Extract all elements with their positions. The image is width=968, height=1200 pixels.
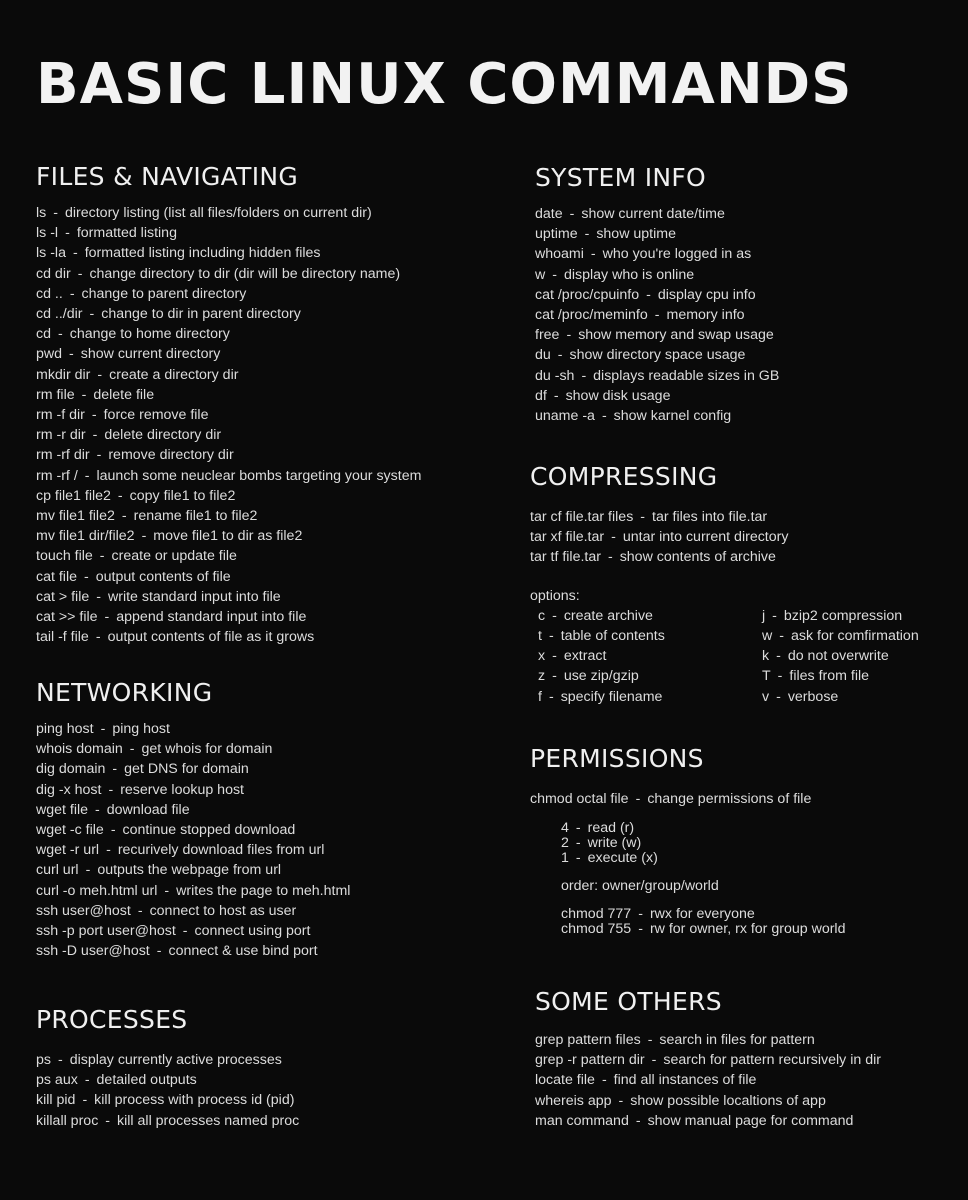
files-list [36, 203, 421, 647]
command-name: grep pattern files [535, 1032, 641, 1048]
command-name: curl url [36, 862, 79, 879]
separator-dash: - [100, 721, 106, 737]
command-description: memory info [666, 307, 745, 324]
command-row [36, 1090, 299, 1110]
section-heading-some-others: SOME OTHERS [535, 987, 722, 1016]
separator-dash: - [164, 882, 170, 899]
command-row [36, 203, 421, 223]
separator-dash: - [584, 226, 590, 243]
separator-dash: - [112, 761, 118, 778]
command-row [561, 821, 845, 836]
command-name: 2 [561, 835, 569, 852]
command-name: ssh user@host [36, 902, 131, 919]
section-heading-files: FILES & NAVIGATING [36, 162, 299, 191]
command-name: wget -c file [36, 822, 104, 839]
command-description: show current directory [80, 346, 221, 363]
separator-dash: - [566, 327, 572, 344]
command-name: killall proc [36, 1112, 99, 1129]
command-name: cp file1 file2 [36, 487, 111, 504]
command-row [36, 627, 421, 647]
command-description: kill process with process id (pid) [94, 1092, 295, 1109]
separator-dash: - [121, 508, 127, 525]
command-description: reserve lookup host [120, 781, 245, 798]
command-row [535, 1111, 881, 1131]
command-row [535, 1070, 881, 1090]
separator-dash: - [647, 1032, 653, 1048]
separator-dash: - [590, 246, 596, 263]
separator-dash: - [110, 822, 116, 839]
command-name: ssh -p port user@host [36, 923, 176, 940]
command-row [36, 921, 350, 941]
separator-dash: - [77, 265, 83, 282]
command-name: dig domain [36, 761, 106, 778]
separator-dash: - [557, 347, 563, 364]
command-row [36, 506, 421, 526]
command-description: display cpu info [657, 286, 756, 303]
separator-dash: - [91, 407, 97, 424]
separator-dash: - [638, 921, 643, 938]
command-row [535, 325, 779, 345]
option-item: f - specify filename [538, 688, 663, 705]
separator-dash: - [581, 367, 587, 384]
command-row [36, 780, 350, 800]
command-name: cat > file [36, 588, 90, 605]
command-row [535, 345, 779, 365]
command-description: remove directory dir [108, 447, 234, 464]
command-description: directory listing (list all files/folders on current dir) [64, 205, 372, 221]
separator-dash: - [72, 245, 78, 262]
command-row [535, 244, 779, 264]
command-description: rename file1 to file2 [133, 508, 258, 525]
separator-dash: - [601, 408, 607, 425]
command-row [36, 445, 421, 465]
command-row [530, 547, 962, 567]
separator-dash: - [654, 307, 660, 324]
command-name: rm file [36, 386, 75, 403]
separator-dash: - [84, 1072, 90, 1089]
command-description: change directory to dir (dir will be directory name) [89, 265, 401, 282]
command-name: mv file1 file2 [36, 508, 115, 525]
command-description: move file1 to dir as file2 [153, 528, 303, 545]
separator-dash: - [95, 629, 101, 646]
command-name: cat /proc/meminfo [535, 307, 648, 324]
command-row [535, 1030, 881, 1050]
section-permissions [530, 744, 845, 937]
command-description: display currently active processes [69, 1052, 282, 1068]
command-description: delete directory dir [104, 427, 222, 444]
separator-dash: - [57, 1052, 63, 1068]
command-name: wget -r url [36, 842, 100, 859]
separator-dash: - [141, 528, 147, 545]
section-networking [36, 678, 350, 961]
separator-dash: - [84, 467, 90, 484]
section-compressing [530, 462, 962, 707]
option-item: x - extract [538, 648, 607, 665]
command-description: formatted listing [76, 225, 177, 242]
command-description: force remove file [103, 407, 209, 424]
separator-dash: - [611, 529, 616, 546]
separator-dash: - [85, 862, 91, 879]
command-description: tar files into file.tar [652, 509, 768, 525]
command-description: write standard input into file [107, 588, 281, 605]
section-heading-compressing: COMPRESSING [530, 462, 718, 491]
separator-dash: - [640, 509, 646, 525]
separator-dash: - [97, 366, 103, 383]
command-row [36, 223, 421, 243]
command-description: show uptime [596, 226, 676, 243]
command-description: writes the page to meh.html [176, 882, 351, 899]
separator-dash: - [117, 487, 123, 504]
permission-order: order: owner/group/world [561, 878, 719, 895]
command-row [36, 243, 421, 263]
separator-dash: - [635, 1112, 641, 1129]
command-description: delete file [93, 386, 155, 403]
command-row [36, 739, 350, 759]
command-description: search in files for pattern [659, 1032, 815, 1048]
command-name: chmod 755 [561, 921, 632, 938]
option-item: t - table of contents [538, 628, 665, 645]
command-description: show current date/time [581, 206, 725, 222]
command-name: df [535, 387, 547, 404]
command-name: ps aux [36, 1072, 78, 1089]
command-description: recurively download files from url [117, 842, 325, 859]
separator-dash: - [104, 609, 110, 626]
command-name: cat /proc/cpuinfo [535, 286, 640, 303]
command-row [36, 466, 421, 486]
command-description: show manual page for command [647, 1112, 854, 1129]
command-name: whereis app [535, 1092, 612, 1109]
command-name: rm -rf / [36, 467, 78, 484]
command-name: mkdir dir [36, 366, 91, 383]
command-row [36, 860, 350, 880]
command-description: find all instances of file [613, 1072, 757, 1089]
command-description: get whois for domain [141, 741, 273, 758]
command-name: whois domain [36, 741, 123, 758]
separator-dash: - [106, 842, 111, 859]
separator-dash: - [99, 548, 105, 565]
command-name: du [535, 347, 551, 364]
section-files [36, 162, 421, 647]
command-description: write (w) [587, 835, 642, 852]
command-description: change to dir in parent directory [101, 306, 301, 323]
command-description: show karnel config [613, 408, 732, 425]
command-row [36, 405, 421, 425]
command-description: show disk usage [565, 387, 671, 404]
option-item: v - verbose [762, 688, 839, 705]
command-name: rm -f dir [36, 407, 85, 424]
command-name: ssh -D user@host [36, 943, 150, 960]
separator-dash: - [137, 902, 143, 919]
networking-list [36, 719, 350, 961]
separator-dash: - [96, 447, 102, 464]
command-name: cat >> file [36, 609, 98, 626]
command-description: show memory and swap usage [578, 327, 774, 344]
processes-list [36, 1050, 299, 1131]
command-row [530, 527, 962, 547]
command-name: curl -o meh.html url [36, 882, 158, 899]
command-description: output contents of file as it grows [107, 629, 315, 646]
command-row [36, 385, 421, 405]
separator-dash: - [95, 801, 100, 818]
command-description: displays readable sizes in GB [593, 367, 780, 384]
command-row [535, 406, 779, 426]
command-name: rm -r dir [36, 427, 86, 444]
command-name: ps [36, 1052, 51, 1068]
command-row [36, 881, 350, 901]
command-description: change to home directory [69, 326, 230, 343]
command-row [36, 324, 421, 344]
command-row [535, 1050, 881, 1070]
command-name: touch file [36, 548, 93, 565]
section-heading-permissions: PERMISSIONS [530, 744, 704, 773]
section-heading-processes: PROCESSES [36, 1005, 188, 1034]
command-description: show directory space usage [569, 347, 746, 364]
options-grid [538, 606, 962, 707]
command-row [535, 305, 779, 325]
command-description: launch some neuclear bombs targeting your system [96, 467, 422, 484]
command-name: wget file [36, 801, 89, 818]
command-row [36, 365, 421, 385]
separator-dash: - [651, 1052, 657, 1069]
command-description: create or update file [111, 548, 237, 565]
separator-dash: - [182, 923, 188, 940]
command-row [535, 1091, 881, 1111]
separator-dash: - [84, 568, 89, 585]
section-system-info [535, 163, 779, 426]
command-row [561, 851, 845, 866]
command-name: grep -r pattern dir [535, 1052, 645, 1069]
command-name: free [535, 327, 560, 344]
command-row [36, 941, 350, 961]
command-row [36, 425, 421, 445]
command-name: chmod 777 [561, 906, 632, 923]
separator-dash: - [601, 1072, 607, 1089]
separator-dash: - [129, 741, 135, 758]
command-description: who you're logged in as [602, 246, 752, 263]
command-row [36, 304, 421, 324]
command-name: man command [535, 1112, 629, 1129]
command-row [561, 836, 845, 851]
system-info-list [535, 204, 779, 426]
command-description: show possible localtions of app [630, 1092, 826, 1109]
separator-dash: - [69, 285, 75, 302]
command-description: rw for owner, rx for group world [649, 921, 846, 938]
separator-dash: - [105, 1112, 111, 1129]
command-row [36, 264, 421, 284]
page-title: BASIC LINUX COMMANDS [36, 52, 853, 117]
command-name: 1 [561, 850, 569, 867]
command-description: append standard input into file [116, 609, 307, 626]
command-name: w [535, 266, 546, 283]
command-name: locate file [535, 1072, 595, 1089]
others-list [535, 1030, 881, 1131]
command-description: ping host [112, 721, 170, 737]
command-description: detailed outputs [96, 1072, 197, 1089]
section-heading-system-info: SYSTEM INFO [535, 163, 707, 192]
command-name: ls [36, 205, 47, 221]
command-row [535, 224, 779, 244]
command-name: tar tf file.tar [530, 549, 601, 566]
command-row [36, 759, 350, 779]
command-name: du -sh [535, 367, 575, 384]
command-row [535, 285, 779, 305]
separator-dash: - [569, 206, 575, 222]
chmod-examples-list [561, 907, 845, 937]
command-row [36, 567, 421, 587]
separator-dash: - [575, 850, 581, 867]
command-name: tar xf file.tar [530, 529, 605, 546]
command-row [36, 546, 421, 566]
command-name: ping host [36, 721, 94, 737]
separator-dash: - [553, 387, 559, 404]
option-item: w - ask for comfirmation [762, 628, 919, 645]
command-description: kill all processes named proc [117, 1112, 300, 1129]
separator-dash: - [575, 835, 581, 852]
command-row [36, 587, 421, 607]
command-row [36, 800, 350, 820]
section-processes [36, 1005, 299, 1131]
command-name: mv file1 dir/file2 [36, 528, 135, 545]
separator-dash: - [646, 286, 651, 303]
separator-dash: - [82, 1092, 88, 1109]
separator-dash: - [81, 386, 87, 403]
command-description: search for pattern recursively in dir [663, 1052, 881, 1069]
command-name: cd .. [36, 285, 63, 302]
separator-dash: - [108, 781, 114, 798]
command-row [36, 284, 421, 304]
command-name: pwd [36, 346, 63, 363]
command-description: untar into current directory [622, 529, 789, 546]
command-description: connect to host as user [149, 902, 297, 919]
option-item: T - files from file [762, 668, 870, 685]
separator-dash: - [638, 906, 643, 923]
command-name: uname -a [535, 408, 595, 425]
command-row [561, 907, 845, 922]
command-description: create a directory dir [109, 366, 239, 383]
separator-dash: - [65, 225, 70, 242]
separator-dash: - [575, 820, 581, 837]
command-name: date [535, 206, 563, 222]
command-description: rwx for everyone [649, 906, 755, 923]
command-description: show contents of archive [619, 549, 776, 566]
section-heading-networking: NETWORKING [36, 678, 213, 707]
command-row [36, 526, 421, 546]
command-description: download file [106, 801, 190, 818]
compressing-list [530, 507, 962, 568]
command-description: get DNS for domain [124, 761, 249, 778]
command-name: uptime [535, 226, 578, 243]
command-name: rm -rf dir [36, 447, 90, 464]
command-row [36, 1070, 299, 1090]
command-name: kill pid [36, 1092, 76, 1109]
command-name: whoami [535, 246, 584, 263]
option-item: z - use zip/gzip [538, 668, 639, 685]
command-row [36, 607, 421, 627]
separator-dash: - [92, 427, 98, 444]
command-name: cd dir [36, 265, 71, 282]
command-description: connect using port [194, 923, 311, 940]
separator-dash: - [53, 205, 58, 221]
command-description: connect & use bind port [168, 943, 318, 960]
command-description: read (r) [587, 820, 635, 837]
command-row [36, 719, 350, 739]
command-row [36, 840, 350, 860]
command-row [36, 820, 350, 840]
command-name: tail -f file [36, 629, 89, 646]
command-name: dig -x host [36, 781, 102, 798]
command-name: cd ../dir [36, 306, 83, 323]
options-label: options: [530, 587, 580, 604]
command-description: output contents of file [95, 568, 231, 585]
command-description: execute (x) [587, 850, 658, 867]
command-row [36, 486, 421, 506]
separator-dash: - [57, 326, 63, 343]
separator-dash: - [89, 306, 95, 323]
separator-dash: - [552, 266, 557, 283]
permission-values-list [561, 821, 845, 866]
command-description: change to parent directory [81, 285, 247, 302]
chmod-main-row: chmod octal file - change permissions of file [530, 791, 812, 807]
command-row [535, 366, 779, 386]
command-name: tar cf file.tar files [530, 509, 634, 525]
option-item: k - do not overwrite [762, 648, 889, 665]
separator-dash: - [607, 549, 613, 566]
command-row [36, 344, 421, 364]
command-name: cat file [36, 568, 78, 585]
command-row [36, 1111, 299, 1131]
command-row [36, 1050, 299, 1070]
command-row [535, 386, 779, 406]
separator-dash: - [618, 1092, 624, 1109]
command-name: ls -l [36, 225, 59, 242]
separator-dash: - [69, 346, 74, 363]
separator-dash: - [156, 943, 162, 960]
command-description: copy file1 to file2 [129, 487, 236, 504]
option-item: c - create archive [538, 607, 653, 624]
section-some-others [535, 987, 881, 1131]
command-row [36, 901, 350, 921]
command-name: 4 [561, 820, 569, 837]
command-row [535, 265, 779, 285]
command-description: formatted listing including hidden files [84, 245, 321, 262]
command-row [561, 922, 845, 937]
command-name: ls -la [36, 245, 66, 262]
command-row [535, 204, 779, 224]
command-row [530, 507, 962, 527]
command-name: cd [36, 326, 51, 343]
command-description: continue stopped download [122, 822, 296, 839]
separator-dash: - [96, 588, 101, 605]
option-item: j - bzip2 compression [762, 607, 903, 624]
command-description: outputs the webpage from url [97, 862, 282, 879]
command-description: display who is online [563, 266, 695, 283]
